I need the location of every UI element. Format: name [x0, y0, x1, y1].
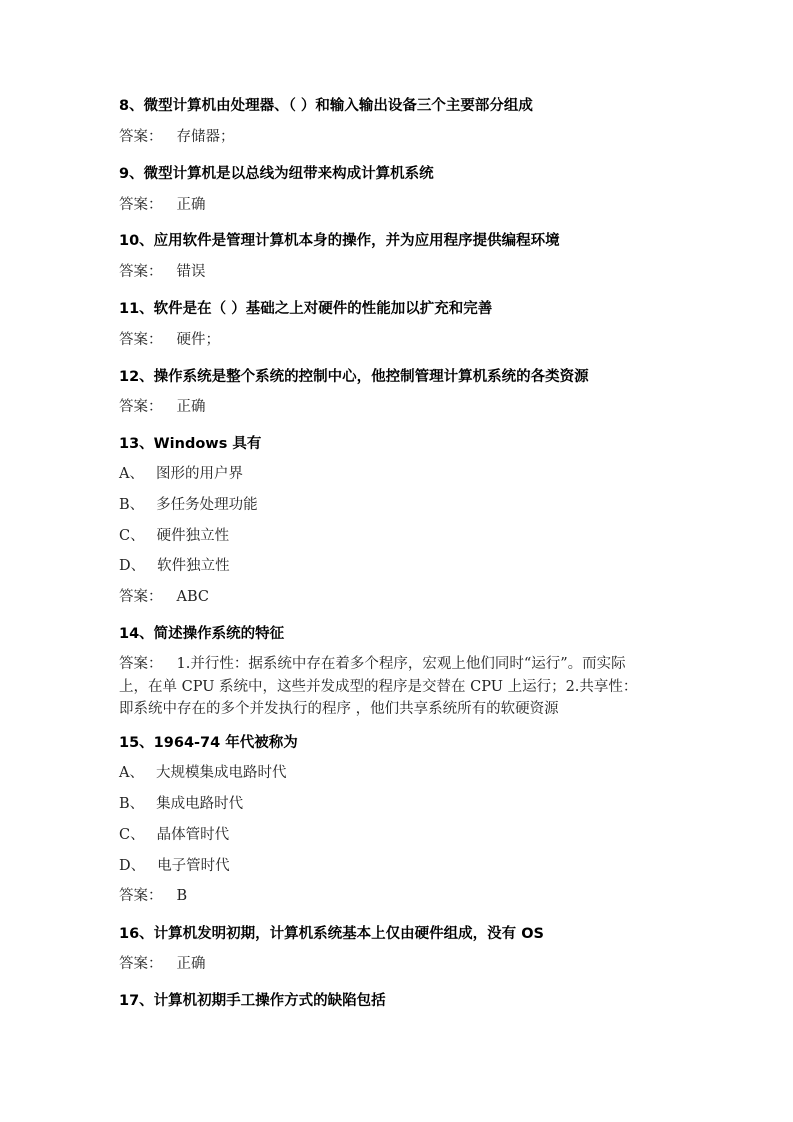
question-13: 13、Windows 具有	[119, 436, 262, 452]
answer-value: 错误	[176, 264, 206, 280]
option-text: 电子管时代	[157, 858, 230, 874]
answer-14	[119, 653, 645, 721]
answer-value: 1.并行性：据系统中存在着多个程序，宏观上他们同时“运行”。而实际上，在单 CPU 系统中，这些并发成型的程序是交替在 CPU 上运行；2.共享性：即系统中存在的多个并发执行的程序 ，他们共享系统所有的软硬资源	[119, 656, 638, 717]
option-letter: D、	[119, 858, 146, 874]
question-8: 8、微型计算机由处理器、（ ）和输入输出设备三个主要部分组成	[119, 98, 533, 114]
answer-label: 答案：	[119, 399, 163, 415]
option-c	[119, 825, 229, 845]
question-10: 10、应用软件是管理计算机本身的操作，并为应用程序提供编程环境	[119, 233, 560, 249]
question-17: 17、计算机初期手工操作方式的缺陷包括	[119, 993, 386, 1009]
answer-label: 答案：	[119, 197, 163, 213]
option-b	[119, 495, 258, 515]
answer-label: 答案：	[119, 332, 163, 348]
answer-value: B	[176, 888, 188, 904]
answer-11	[119, 330, 220, 350]
question-16: 16、计算机发明初期，计算机系统基本上仅由硬件组成，没有 OS	[119, 926, 544, 942]
option-d	[119, 556, 230, 576]
question-12: 12、操作系统是整个系统的控制中心，他控制管理计算机系统的各类资源	[119, 369, 589, 385]
answer-value: 存储器；	[176, 129, 235, 145]
answer-value: 硬件；	[176, 332, 220, 348]
answer-9	[119, 195, 206, 215]
option-d	[119, 856, 230, 876]
option-text: 晶体管时代	[156, 827, 230, 843]
question-9: 9、微型计算机是以总线为纽带来构成计算机系统	[119, 166, 434, 182]
option-b	[119, 794, 243, 814]
answer-value: 正确	[176, 956, 206, 972]
option-c	[119, 526, 229, 546]
option-text: 图形的用户界	[155, 466, 243, 482]
answer-8	[119, 127, 235, 147]
answer-label: 答案：	[119, 888, 163, 904]
option-letter: C、	[119, 827, 145, 843]
answer-label: 答案：	[119, 956, 163, 972]
option-letter: B、	[119, 497, 145, 513]
answer-12	[119, 397, 206, 417]
option-a	[119, 464, 243, 484]
option-text: 硬件独立性	[156, 528, 230, 544]
answer-13	[119, 587, 209, 607]
option-text: 多任务处理功能	[156, 497, 258, 513]
option-letter: D、	[119, 558, 146, 574]
option-text: 大规模集成电路时代	[155, 765, 287, 781]
option-letter: C、	[119, 528, 145, 544]
option-letter: A、	[119, 765, 144, 781]
option-a	[119, 763, 286, 783]
answer-16	[119, 954, 206, 974]
answer-10	[119, 262, 206, 282]
option-text: 软件独立性	[157, 558, 230, 574]
option-letter: B、	[119, 796, 145, 812]
answer-15	[119, 886, 187, 906]
answer-label: 答案：	[119, 264, 163, 280]
answer-label: 答案：	[119, 656, 163, 672]
question-11: 11、软件是在（ ）基础之上对硬件的性能加以扩充和完善	[119, 301, 493, 317]
answer-value: 正确	[176, 399, 206, 415]
answer-value: 正确	[176, 197, 206, 213]
answer-label: 答案：	[119, 129, 163, 145]
question-14: 14、简述操作系统的特征	[119, 626, 285, 642]
option-text: 集成电路时代	[156, 796, 244, 812]
question-15: 15、1964-74 年代被称为	[119, 735, 298, 751]
answer-value: ABC	[176, 589, 209, 605]
answer-label: 答案：	[119, 589, 163, 605]
option-letter: A、	[119, 466, 144, 482]
